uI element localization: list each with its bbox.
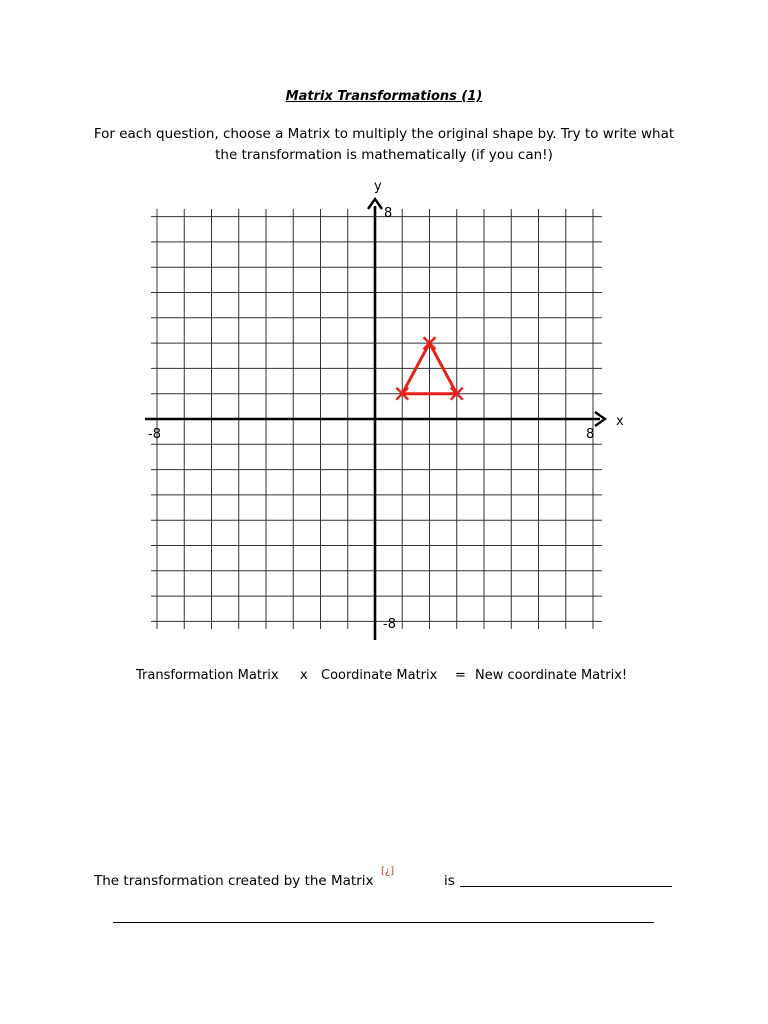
y-axis-label: y	[374, 179, 382, 194]
axes	[145, 199, 605, 640]
question-is-label: is	[444, 873, 455, 889]
equation-times: x	[300, 668, 308, 683]
question-text: The transformation created by the Matrix	[94, 873, 374, 889]
equation-equals: =	[455, 668, 466, 683]
instructions-text: For each question, choose a Matrix to multiply the original shape by. Try to write what the transformation is mathematically (if you can!)	[93, 126, 675, 163]
answer-blank-line[interactable]	[460, 886, 672, 887]
y-max-label: 8	[384, 206, 393, 221]
y-min-label: -8	[383, 617, 396, 632]
equation-term-coordinate: Coordinate Matrix	[321, 668, 438, 683]
x-min-label: -8	[148, 427, 161, 442]
page-title: Matrix Transformations (1)	[285, 89, 483, 104]
x-axis-label: x	[616, 414, 624, 429]
x-max-label: 8	[586, 427, 595, 442]
equation-term-new: New coordinate Matrix!	[475, 668, 628, 683]
equation-term-transformation: Transformation Matrix	[136, 668, 279, 683]
answer-blank-line-2[interactable]	[113, 922, 654, 923]
matrix-placeholder: [¿]	[381, 866, 395, 877]
